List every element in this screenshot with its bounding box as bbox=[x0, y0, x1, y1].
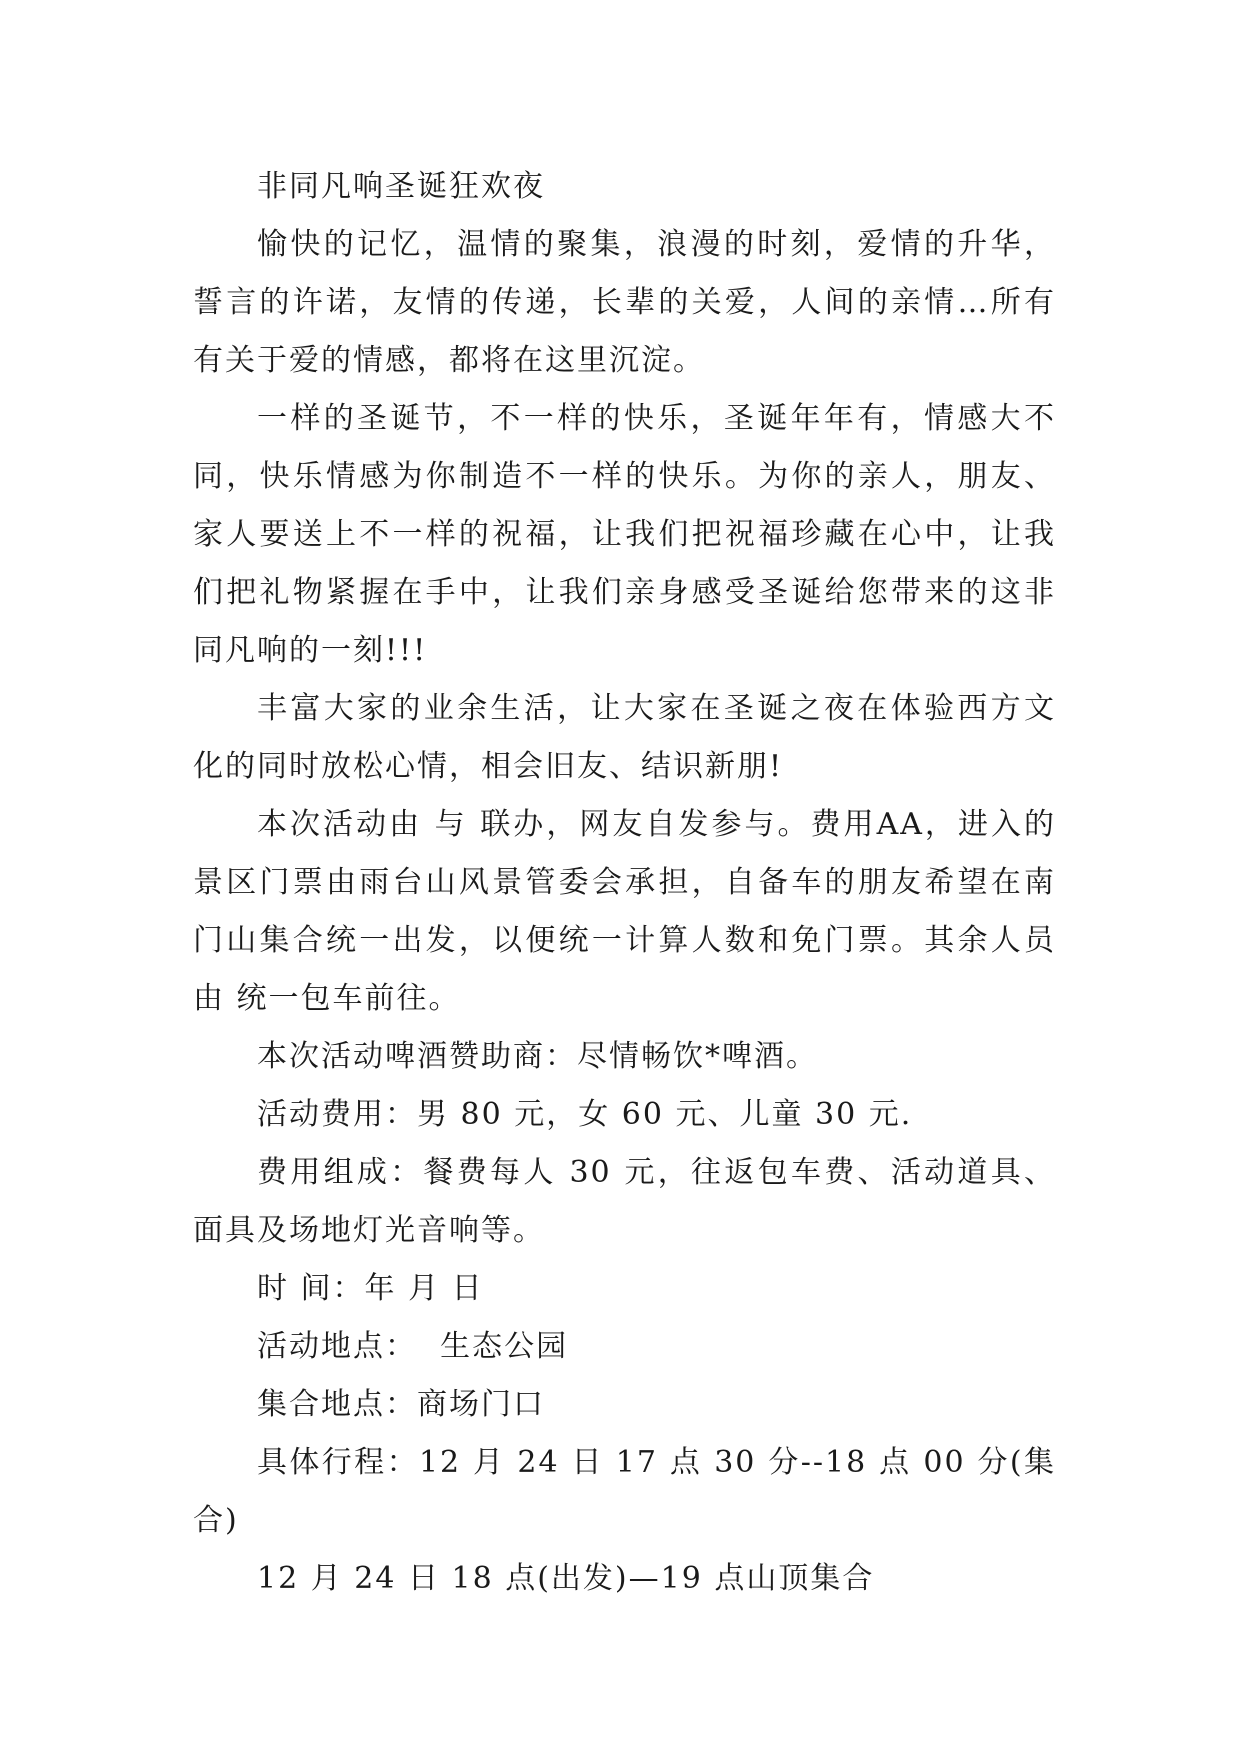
paragraph-fee-breakdown: 费用组成：餐费每人 30 元，往返包车费、活动道具、面具及场地灯光音响等。 bbox=[193, 1155, 1056, 1248]
paragraph-purpose: 丰富大家的业余生活，让大家在圣诞之夜在体验西方文化的同时放松心情，相会旧友、结识新朋! bbox=[193, 691, 1056, 784]
document-title: 非同凡响圣诞狂欢夜 bbox=[257, 169, 545, 204]
paragraph-christmas: 一样的圣诞节，不一样的快乐，圣诞年年有，情感大不同，快乐情感为你制造不一样的快乐。为你的亲人，朋友、家人要送上不一样的祝福，让我们把祝福珍藏在心中，让我们把礼物紧握在手中，让我们亲身感受圣诞给您带来的这非同凡响的一刻!!! bbox=[193, 401, 1056, 668]
document-body bbox=[193, 158, 1056, 1608]
paragraph-meeting-point: 集合地点：商场门口 bbox=[257, 1387, 545, 1422]
paragraph-time: 时 间：年 月 日 bbox=[257, 1271, 484, 1306]
paragraph-venue: 活动地点： 生态公园 bbox=[257, 1329, 569, 1364]
paragraph-organizer: 本次活动由 与 联办，网友自发参与。费用AA，进入的景区门票由雨台山风景管委会承担，自备车的朋友希望在南门山集合统一出发，以便统一计算人数和免门票。其余人员由 统一包车前往。 bbox=[193, 807, 1056, 1016]
paragraph-itinerary-2: 12 月 24 日 18 点(出发)—19 点山顶集合 bbox=[257, 1561, 875, 1596]
paragraph-fee: 活动费用：男 80 元，女 60 元、儿童 30 元. bbox=[257, 1097, 913, 1132]
paragraph-intro: 愉快的记忆，温情的聚集，浪漫的时刻，爱情的升华，誓言的许诺，友情的传递，长辈的关爱，人间的亲情…所有有关于爱的情感，都将在这里沉淀。 bbox=[193, 227, 1056, 378]
paragraph-itinerary-1: 具体行程：12 月 24 日 17 点 30 分--18 点 00 分(集合) bbox=[193, 1445, 1056, 1538]
paragraph-sponsor: 本次活动啤酒赞助商：尽情畅饮*啤酒。 bbox=[257, 1039, 818, 1074]
